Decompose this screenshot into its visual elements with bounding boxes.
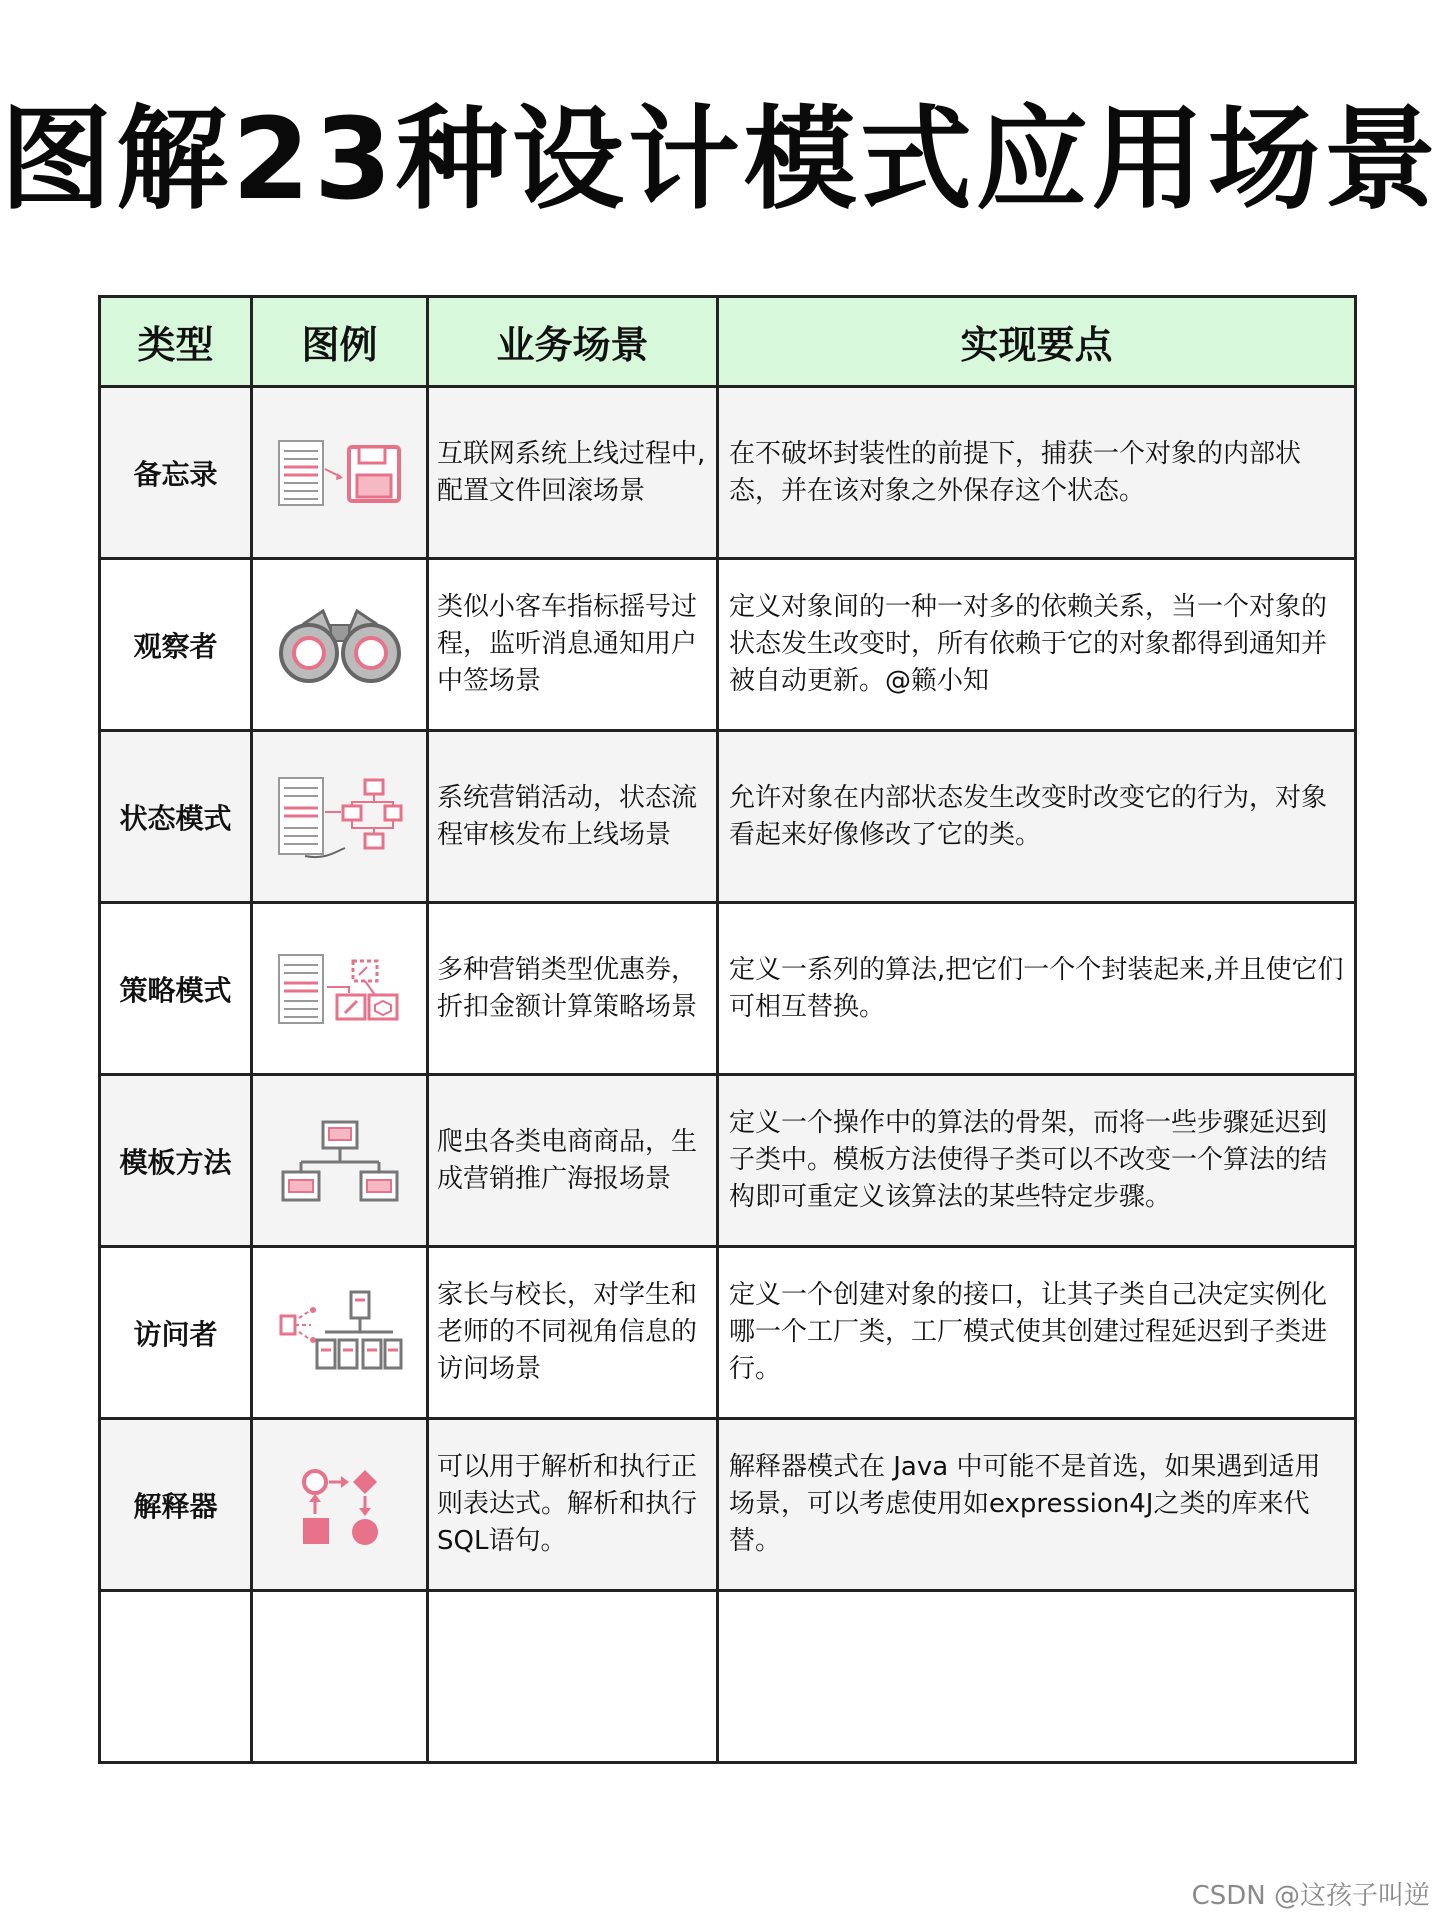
row-point: 解释器模式在 Java 中可能不是首选，如果遇到适用场景，可以考虑使用如expression4J之类的库来代替。 [718,1419,1356,1591]
row-scene: 类似小客车指标摇号过程，监听消息通知用户中签场景 [428,559,718,731]
table-row [100,1247,1356,1419]
table-row [100,903,1356,1075]
patterns-table [98,295,1357,1764]
row-icon [252,559,428,731]
row-icon [252,1419,428,1591]
table-row [100,387,1356,559]
row-type: 备忘录 [100,387,252,559]
row-type: 访问者 [100,1247,252,1419]
row-type [100,1591,252,1763]
row-point: 定义一个创建对象的接口，让其子类自己决定实例化哪一个工厂类，工厂模式使其创建过程延迟到子类进行。 [718,1247,1356,1419]
row-icon [252,387,428,559]
table-row [100,1075,1356,1247]
binoculars-icon [275,605,405,685]
interpreter-shapes-icon [275,1460,405,1550]
row-scene: 系统营销活动，状态流程审核发布上线场景 [428,731,718,903]
table-row [100,731,1356,903]
header-scene: 业务场景 [428,297,718,387]
row-scene [428,1591,718,1763]
row-type: 观察者 [100,559,252,731]
row-type: 状态模式 [100,731,252,903]
table-row [100,1591,1356,1763]
table-header-row [100,297,1356,387]
row-icon [252,903,428,1075]
row-type: 解释器 [100,1419,252,1591]
watermark: CSDN @这孩子叫逆 [1191,1881,1430,1911]
header-type: 类型 [100,297,252,387]
row-scene: 多种营销类型优惠券，折扣金额计算策略场景 [428,903,718,1075]
row-scene: 爬虫各类电商商品，生成营销推广海报场景 [428,1075,718,1247]
row-point: 定义一系列的算法,把它们一个个封装起来,并且使它们可相互替换。 [718,903,1356,1075]
strategy-icon [275,949,405,1029]
row-icon [252,731,428,903]
state-flow-icon [275,772,405,862]
memento-file-to-floppy-icon [275,433,405,513]
row-type: 策略模式 [100,903,252,1075]
row-scene: 家长与校长，对学生和老师的不同视角信息的访问场景 [428,1247,718,1419]
row-point: 允许对象在内部状态发生改变时改变它的行为，对象看起来好像修改了它的类。 [718,731,1356,903]
table-row [100,1419,1356,1591]
row-icon [252,1591,428,1763]
header-icon: 图例 [252,297,428,387]
row-point: 在不破坏封装性的前提下，捕获一个对象的内部状态，并在该对象之外保存这个状态。 [718,387,1356,559]
row-point: 定义对象间的一种一对多的依赖关系，当一个对象的状态发生改变时，所有依赖于它的对象都得到通知并被自动更新。@籁小知 [718,559,1356,731]
row-scene: 互联网系统上线过程中,配置文件回滚场景 [428,387,718,559]
row-point [718,1591,1356,1763]
row-icon [252,1247,428,1419]
row-scene: 可以用于解析和执行正则表达式。解析和执行SQL语句。 [428,1419,718,1591]
table-row [100,559,1356,731]
header-point: 实现要点 [718,297,1356,387]
row-icon [252,1075,428,1247]
row-point: 定义一个操作中的算法的骨架，而将一些步骤延迟到子类中。模板方法使得子类可以不改变一个算法的结构即可重定义该算法的某些特定步骤。 [718,1075,1356,1247]
page-title: 图解23种设计模式应用场景 [0,95,1440,225]
row-type: 模板方法 [100,1075,252,1247]
template-tree-icon [275,1116,405,1206]
visitor-network-icon [275,1288,405,1378]
